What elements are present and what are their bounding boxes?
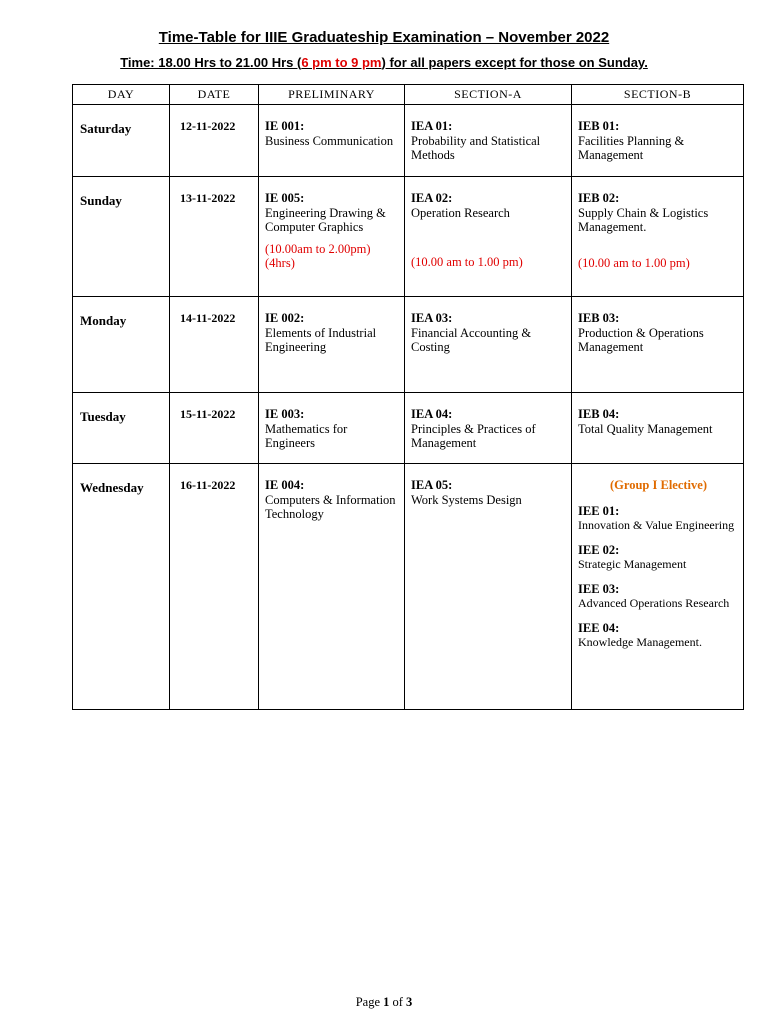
page-total: 3 [406,995,413,1009]
paper-code: IEA 05: [411,478,453,492]
date-cell: 13-11-2022 [170,177,259,297]
date-cell: 12-11-2022 [170,105,259,177]
paper-name: Knowledge Management. [578,635,702,649]
paper-code: IE 005: [265,191,305,205]
paper-code: IEE 04: [578,620,620,635]
day-cell: Saturday [73,105,170,177]
paper-name: Supply Chain & Logistics Management. [578,205,709,234]
paper-name: Financial Accounting & Costing [411,325,532,354]
time-note: (10.00am to 2.00pm) (4hrs) [265,241,371,270]
time-note: (10.00 am to 1.00 pm) [578,255,690,270]
paper-code: IEA 04: [411,407,453,421]
paper-code: IEB 04: [578,407,620,421]
table-row [73,464,744,710]
paper-name: Mathematics for Engineers [265,421,348,450]
table-row [73,105,744,177]
header-section-a: SECTION-A [405,85,572,105]
preliminary-cell [259,464,405,710]
paper-name: Probability and Statistical Methods [411,133,541,162]
section-b-cell [572,464,744,710]
paper-name: Business Communication [265,133,394,148]
elective-item [578,543,739,572]
day-cell: Wednesday [73,464,170,710]
preliminary-cell [259,297,405,393]
header-preliminary: PRELIMINARY [259,85,405,105]
paper-code: IEA 02: [411,191,453,205]
page-of-label: of [389,995,407,1009]
elective-item [578,582,739,611]
time-note-prefix: Time: 18.00 Hrs to 21.00 Hrs ( [120,55,302,70]
paper-name: Production & Operations Management [578,325,704,354]
time-note: (10.00 am to 1.00 pm) [411,255,523,269]
paper-code: IEB 01: [578,119,620,133]
time-note [0,55,768,70]
paper-name: Computers & Information Technology [265,492,396,521]
elective-item [578,504,739,533]
header-day: DAY [73,85,170,105]
document-title: Time-Table for IIIE Graduateship Examination – November 2022 [158,29,610,46]
paper-code: IEE 02: [578,542,620,557]
paper-code: IEB 02: [578,191,620,205]
paper-code: IEB 03: [578,311,620,325]
paper-name: Total Quality Management [578,421,713,436]
header-row [73,85,744,105]
paper-code: IE 004: [265,478,305,492]
section-b-cell [572,393,744,464]
date-cell: 16-11-2022 [170,464,259,710]
section-b-cell [572,177,744,297]
day-cell: Monday [73,297,170,393]
table-row [73,177,744,297]
paper-name: Strategic Management [578,557,687,571]
paper-code: IEA 03: [411,311,453,325]
paper-code: IE 002: [265,311,305,325]
paper-name: Operation Research [411,205,510,220]
paper-code: IEA 01: [411,119,453,133]
day-cell: Sunday [73,177,170,297]
header-section-b: SECTION-B [572,85,744,105]
section-a-cell [405,393,572,464]
section-b-cell [572,105,744,177]
page-label: Page [355,995,384,1009]
time-note-highlight: 6 pm to 9 pm [301,55,382,70]
paper-name: Elements of Industrial Engineering [265,325,377,354]
section-a-cell [405,464,572,710]
paper-code: IE 001: [265,119,305,133]
paper-name: Advanced Operations Research [578,596,730,610]
paper-code: IEE 03: [578,581,620,596]
preliminary-cell [259,105,405,177]
table-row [73,393,744,464]
section-a-cell [405,297,572,393]
table-row [73,297,744,393]
elective-group-heading: (Group I Elective) [610,478,707,492]
section-a-cell [405,177,572,297]
paper-name: Work Systems Design [411,492,522,507]
date-cell: 15-11-2022 [170,393,259,464]
timetable [72,84,744,710]
elective-item [578,621,739,650]
paper-code: IE 003: [265,407,305,421]
time-note-suffix: ) for all papers except for those on Sunday. [381,55,648,70]
paper-code: IEE 01: [578,503,620,518]
page-footer [0,995,768,1010]
paper-name: Innovation & Value Engineering [578,518,735,532]
paper-name: Principles & Practices of Management [411,421,536,450]
header-date: DATE [170,85,259,105]
preliminary-cell [259,393,405,464]
section-a-cell [405,105,572,177]
day-cell: Tuesday [73,393,170,464]
page-current: 1 [383,995,390,1009]
paper-name: Facilities Planning & Management [578,133,685,162]
paper-name: Engineering Drawing & Computer Graphics [265,205,386,234]
date-cell: 14-11-2022 [170,297,259,393]
preliminary-cell [259,177,405,297]
section-b-cell [572,297,744,393]
